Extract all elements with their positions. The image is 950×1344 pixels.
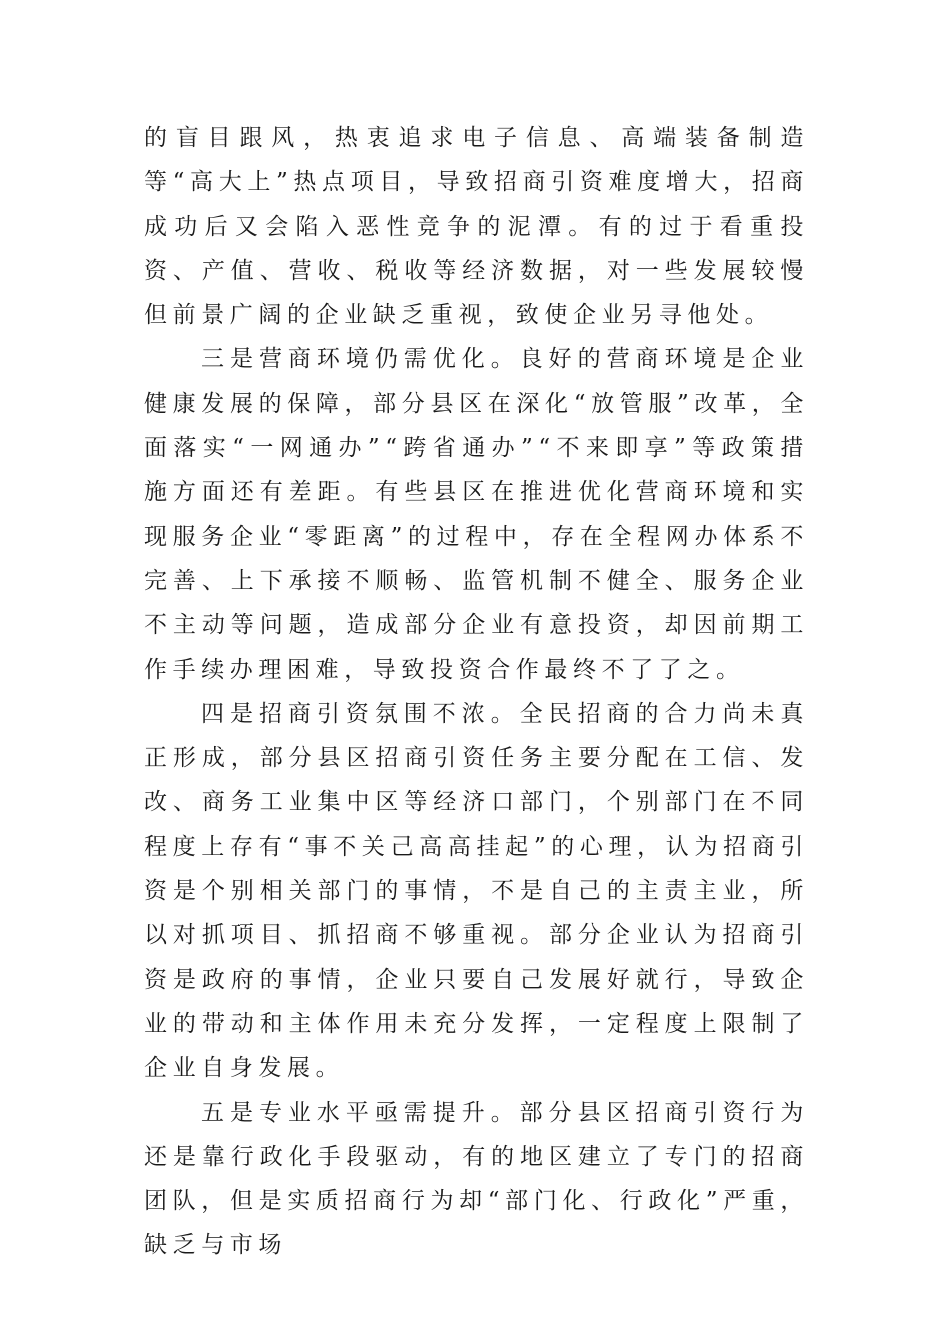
- paragraph-4: 五是专业水平亟需提升。部分县区招商引资行为还是靠行政化手段驱动，有的地区建立了专门的招商团队，但是实质招商行为却“部门化、行政化”严重，缺乏与市场: [144, 1099, 809, 1259]
- document-body: [144, 116, 809, 1268]
- paragraph-1: 的盲目跟风，热衷追求电子信息、高端装备制造等“高大上”热点项目，导致招商引资难度增大，招商成功后又会陷入恶性竞争的泥潭。有的过于看重投资、产值、营收、税收等经济数据，对一些发展较慢但前景广阔的企业缺乏重视，致使企业另寻他处。: [144, 125, 809, 329]
- paragraph-2: 三是营商环境仍需优化。良好的营商环境是企业健康发展的保障，部分县区在深化“放管服”改革，全面落实“一网通办”“跨省通办”“不来即享”等政策措施方面还有差距。有些县区在推进优化营商环境和实现服务企业“零距离”的过程中，存在全程网办体系不完善、上下承接不顺畅、监管机制不健全、服务企业不主动等问题，造成部分企业有意投资，却因前期工作手续办理困难，导致投资合作最终不了了之。: [144, 346, 809, 683]
- paragraph-3: 四是招商引资氛围不浓。全民招商的合力尚未真正形成，部分县区招商引资任务主要分配在工信、发改、商务工业集中区等经济口部门，个别部门在不同程度上存有“事不关己高高挂起”的心理，认为招商引资是个别相关部门的事情，不是自己的主责主业，所以对抓项目、抓招商不够重视。部分企业认为招商引资是政府的事情，企业只要自己发展好就行，导致企业的带动和主体作用未充分发挥，一定程度上限制了企业自身发展。: [144, 700, 809, 1082]
